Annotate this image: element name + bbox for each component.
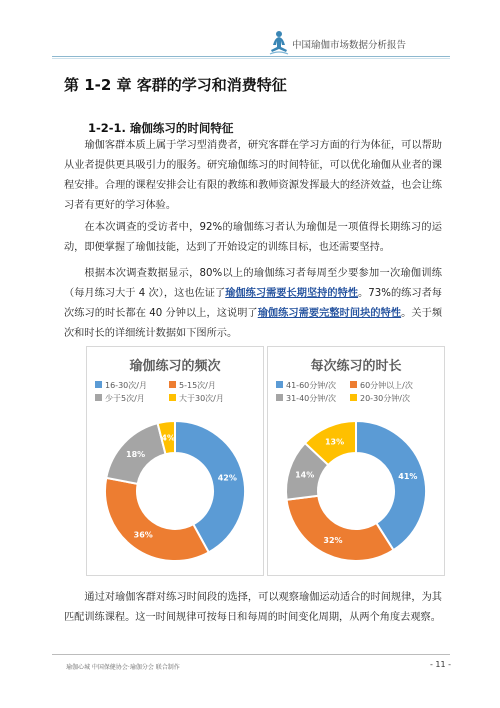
legend-label: 16-30次/月	[105, 381, 147, 390]
legend-swatch	[169, 381, 176, 388]
paragraph-conclusion-text: 通过对瑜伽客群对练习时间段的选择，可以观察瑜伽运动适合的时间规律，为其匹配训练课程。这一时间规律可按每日和每周的时间变化周期，从两个角度去观察。	[64, 592, 442, 623]
donut-slice	[105, 478, 209, 561]
paragraph-intro-text: 瑜伽客群本质上属于学习型消费者，研究客群在学习方面的行为体征，可以帮助从业者提供更具吸引力的服务。研究瑜伽练习的时间特征，可以优化瑜伽从业者的课程安排。合理的课程安排会让有限的教练和教师资源发挥最大的经济效益，也会让练习者有更好的学习体验。	[64, 140, 442, 211]
slice-label: 42%	[217, 473, 237, 483]
footer-credits: 瑜伽心城 中国保健协会·瑜伽分会 联合制作	[66, 664, 180, 671]
header-divider-thin	[52, 58, 450, 59]
slice-label: 32%	[323, 535, 343, 545]
chapter-title: 第 1-2 章 客群的学习和消费特征	[64, 76, 287, 94]
legend-item	[276, 392, 350, 405]
slice-label: 4%	[161, 433, 176, 443]
legend-item	[169, 392, 243, 405]
slice-label: 14%	[295, 470, 315, 480]
donut-chart-frequency	[87, 411, 263, 573]
legend-swatch	[350, 394, 357, 401]
legend-swatch	[276, 394, 283, 401]
highlight-time-block: 瑜伽练习需要完整时间块的特性	[257, 308, 402, 319]
donut-chart-duration	[268, 411, 444, 573]
legend-label: 41-60分钟/次	[286, 381, 336, 390]
legend-item	[95, 392, 169, 405]
page-number: - 11 -	[430, 660, 452, 669]
slice-label: 36%	[133, 530, 153, 540]
paragraph-data-text-b: 。73%的练习者每次练习的时长都在 40 分钟以上，这说明了	[64, 288, 442, 319]
header-title: 中国瑜伽市场数据分析报告	[292, 40, 407, 51]
paragraph-data-text-c: 。关于频次和时长的详细统计数据如下图所示。	[64, 308, 443, 339]
slice-label: 13%	[324, 437, 345, 447]
legend-label: 31-40分钟/次	[286, 394, 336, 403]
paragraph-intro	[64, 136, 442, 216]
meditation-logo-icon	[268, 30, 290, 56]
slice-label: 41%	[398, 471, 418, 481]
section-title: 1-2-1. 瑜伽练习的时间特征	[88, 121, 234, 135]
legend-swatch	[169, 394, 176, 401]
paragraph-survey-text: 在本次调查的受访者中，92%的瑜伽练习者认为瑜伽是一项值得长期练习的运动，即便掌握了瑜伽技能，达到了开始设定的训练目标，也还需要坚持。	[64, 222, 442, 253]
legend-swatch	[350, 381, 357, 388]
legend-swatch	[95, 394, 102, 401]
donut-slice	[287, 496, 394, 561]
legend-item	[350, 392, 424, 405]
footer-divider	[52, 654, 450, 655]
chart-title: 瑜伽练习的频次	[129, 359, 221, 374]
chart-title: 每次练习的时长	[310, 359, 402, 374]
legend-swatch	[276, 381, 283, 388]
chart-legend	[95, 379, 259, 405]
highlight-long-term: 瑜伽练习需要长期坚持的特性	[225, 288, 359, 299]
header-divider	[52, 56, 450, 57]
paragraph-conclusion	[64, 588, 442, 628]
legend-item	[350, 379, 424, 392]
chart-legend	[276, 379, 440, 405]
legend-item	[276, 379, 350, 392]
legend-label: 60分钟以上/次	[360, 381, 413, 390]
chart-frequency	[86, 346, 264, 576]
legend-label: 5-15次/月	[179, 381, 216, 390]
legend-label: 大于30次/月	[179, 394, 224, 403]
paragraph-survey	[64, 218, 442, 258]
paragraph-data	[64, 264, 442, 344]
legend-item	[169, 379, 243, 392]
legend-item	[95, 379, 169, 392]
legend-label: 少于5次/月	[105, 394, 145, 403]
legend-swatch	[95, 381, 102, 388]
legend-label: 20-30分钟/次	[360, 394, 410, 403]
chart-duration	[267, 346, 445, 576]
paragraph-data-text-a: 根据本次调查数据显示，80%以上的瑜伽练习者每周至少要参加一次瑜伽训练（每月练习大于 4 次），这也佐证了	[64, 268, 442, 299]
slice-label: 18%	[126, 450, 146, 460]
